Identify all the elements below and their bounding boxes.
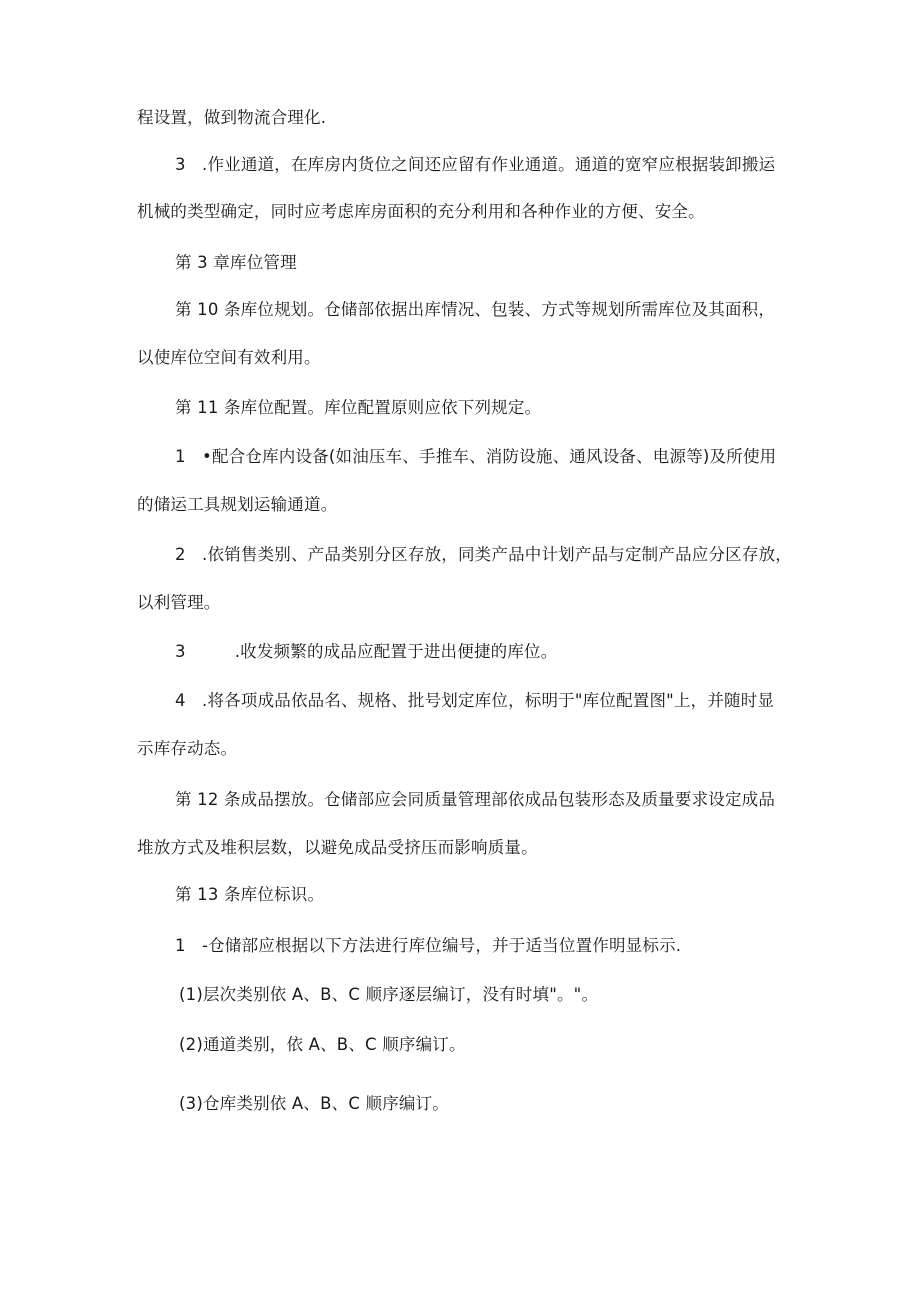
chapter-heading: 第 3 章库位管理 xyxy=(175,253,297,272)
text-line-13: 4 .将各项成品依品名、规格、批号划定库位，标明于"库位配置图"上，并随时显 xyxy=(175,691,775,710)
text-line-17: 第 13 条库位标识。 xyxy=(175,885,325,904)
text-line-16: 堆放方式及堆积层数，以避免成品受挤压而影响质量。 xyxy=(137,838,538,857)
text-line-3: 机械的类型确定，同时应考虑库房面积的充分利用和各种作业的方便、安全。 xyxy=(137,202,705,221)
text-line-10: 2 .依销售类别、产品类别分区存放，同类产品中计划产品与定制产品应分区存放， xyxy=(175,545,792,564)
text-line-6: 以使库位空间有效利用。 xyxy=(137,348,321,367)
text-line-12: 3 .收发频繁的成品应配置于进出便捷的库位。 xyxy=(175,642,558,661)
text-line-8: 1 •配合仓库内设备(如油压车、手推车、消防设施、通风设备、电源等)及所使用 xyxy=(175,447,777,466)
text-line-2: 3 .作业通道，在库房内货位之间还应留有作业通道。通道的宽窄应根据装卸搬运 xyxy=(175,155,776,174)
text-line-9: 的储运工具规划运输通道。 xyxy=(137,495,338,514)
text-line-15: 第 12 条成品摆放。仓储部应会同质量管理部依成品包装形态及质量要求设定成品 xyxy=(175,790,776,809)
text-line-7: 第 11 条库位配置。库位配置原则应依下列规定。 xyxy=(175,398,542,417)
text-line-5: 第 10 条库位规划。仓储部依据出库情况、包装、方式等规划所需库位及其面积， xyxy=(175,300,776,319)
text-line-18: 1 -仓储部应根据以下方法进行库位编号，并于适当位置作明显标示. xyxy=(175,936,682,955)
text-line-14: 示库存动态。 xyxy=(137,739,238,758)
text-line-20: (2)通道类别，依 A、B、C 顺序编订。 xyxy=(179,1035,466,1054)
text-line-19: (1)层次类别依 A、B、C 顺序逐层编订，没有时填"。"。 xyxy=(179,985,599,1004)
text-line-1: 程设置，做到物流合理化. xyxy=(137,108,327,127)
text-line-11: 以利管理。 xyxy=(137,593,221,612)
text-line-21: (3)仓库类别依 A、B、C 顺序编订。 xyxy=(179,1094,449,1113)
